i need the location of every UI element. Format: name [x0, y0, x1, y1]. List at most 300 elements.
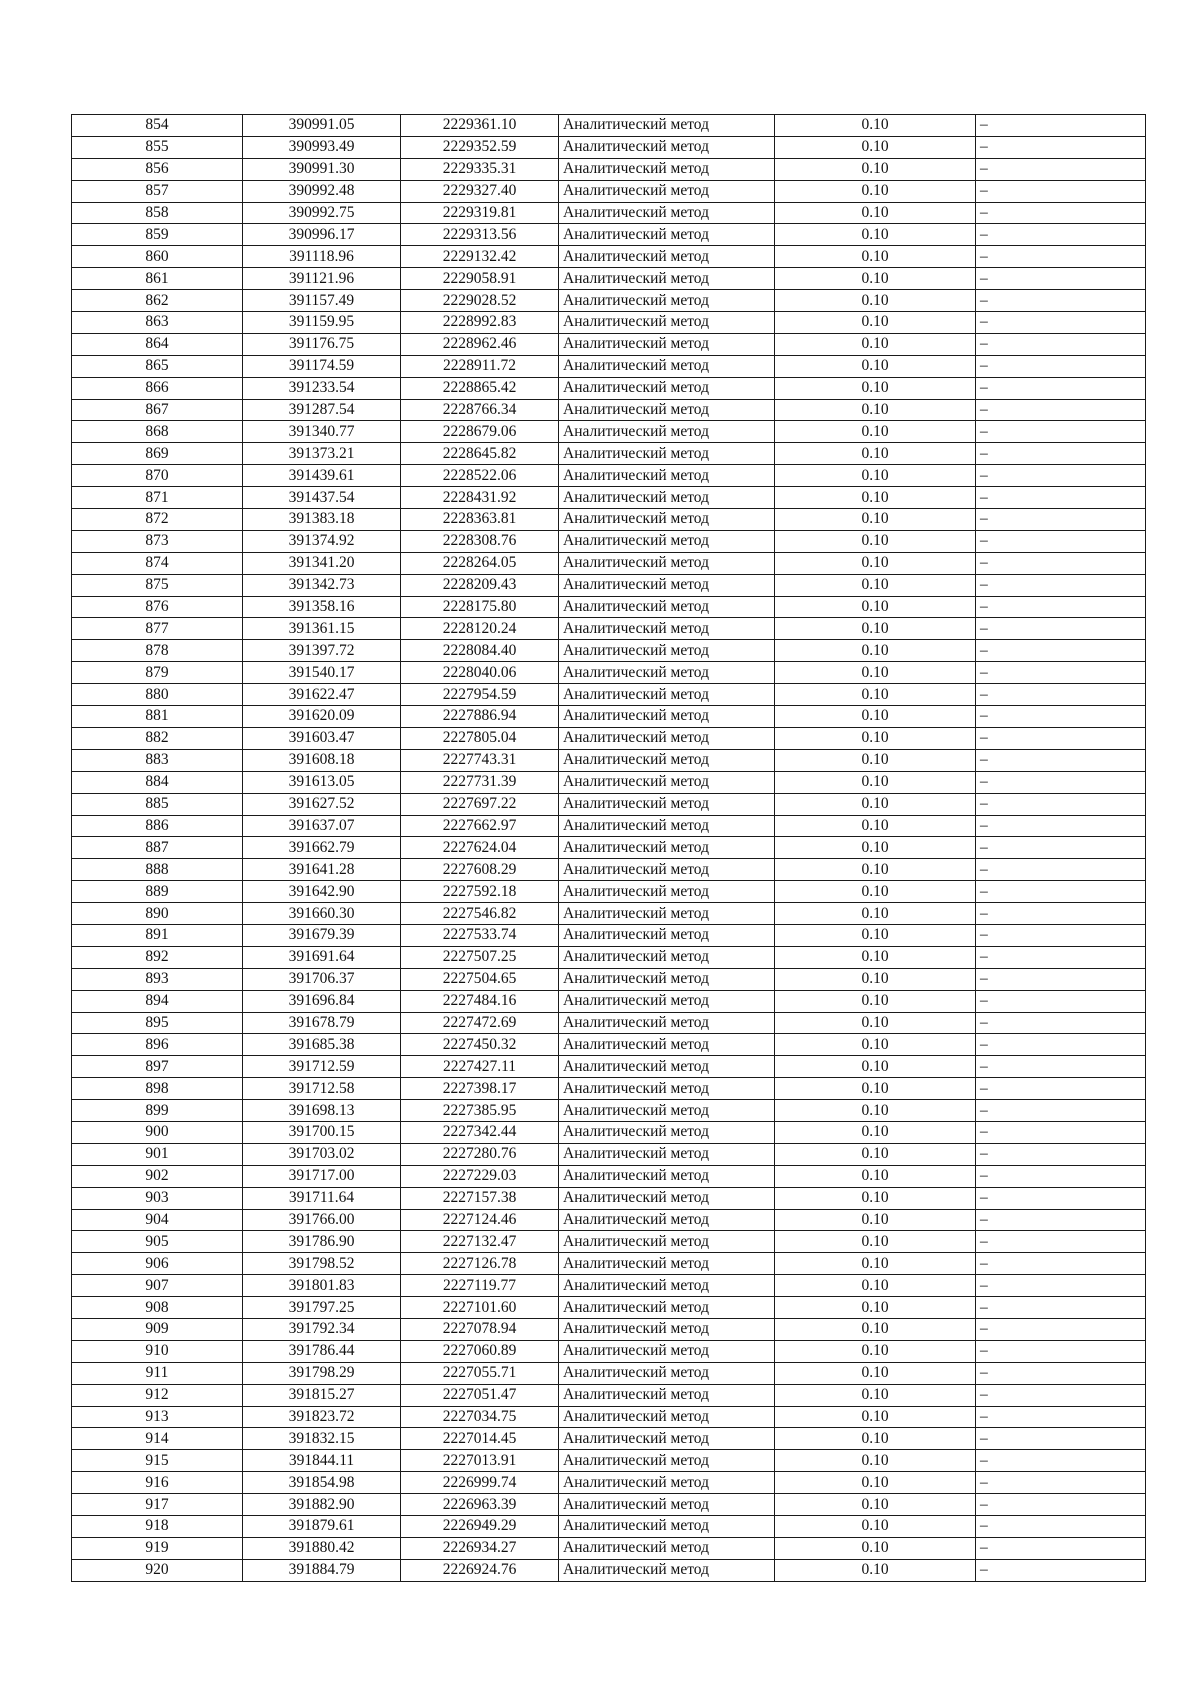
- note-cell: –: [976, 158, 1146, 180]
- x-coordinate-cell: 391608.18: [243, 749, 401, 771]
- point-number-cell: 867: [72, 399, 243, 421]
- note-cell: –: [976, 706, 1146, 728]
- y-coordinate-cell: 2229132.42: [401, 246, 559, 268]
- note-cell: –: [976, 1253, 1146, 1275]
- y-coordinate-cell: 2228992.83: [401, 312, 559, 334]
- table-row: [72, 443, 1146, 465]
- method-cell: Аналитический метод: [559, 1143, 775, 1165]
- coordinates-table: [71, 114, 1146, 1582]
- accuracy-cell: 0.10: [775, 268, 976, 290]
- note-cell: –: [976, 290, 1146, 312]
- accuracy-cell: 0.10: [775, 1056, 976, 1078]
- accuracy-cell: 0.10: [775, 771, 976, 793]
- x-coordinate-cell: 391340.77: [243, 421, 401, 443]
- x-coordinate-cell: 391627.52: [243, 793, 401, 815]
- method-cell: Аналитический метод: [559, 1121, 775, 1143]
- method-cell: Аналитический метод: [559, 1428, 775, 1450]
- table-row: [72, 487, 1146, 509]
- note-cell: –: [976, 990, 1146, 1012]
- accuracy-cell: 0.10: [775, 509, 976, 531]
- table-row: [72, 924, 1146, 946]
- y-coordinate-cell: 2227398.17: [401, 1078, 559, 1100]
- method-cell: Аналитический метод: [559, 968, 775, 990]
- method-cell: Аналитический метод: [559, 859, 775, 881]
- accuracy-cell: 0.10: [775, 1165, 976, 1187]
- x-coordinate-cell: 391397.72: [243, 640, 401, 662]
- accuracy-cell: 0.10: [775, 1187, 976, 1209]
- x-coordinate-cell: 391662.79: [243, 837, 401, 859]
- accuracy-cell: 0.10: [775, 1559, 976, 1581]
- table-row: [72, 136, 1146, 158]
- accuracy-cell: 0.10: [775, 706, 976, 728]
- table-row: [72, 1406, 1146, 1428]
- method-cell: Аналитический метод: [559, 1516, 775, 1538]
- method-cell: Аналитический метод: [559, 421, 775, 443]
- y-coordinate-cell: 2228084.40: [401, 640, 559, 662]
- x-coordinate-cell: 391798.29: [243, 1362, 401, 1384]
- x-coordinate-cell: 391797.25: [243, 1297, 401, 1319]
- table-row: [72, 1209, 1146, 1231]
- accuracy-cell: 0.10: [775, 662, 976, 684]
- note-cell: –: [976, 1034, 1146, 1056]
- table-row: [72, 312, 1146, 334]
- note-cell: –: [976, 946, 1146, 968]
- accuracy-cell: 0.10: [775, 640, 976, 662]
- point-number-cell: 903: [72, 1187, 243, 1209]
- y-coordinate-cell: 2227119.77: [401, 1275, 559, 1297]
- point-number-cell: 907: [72, 1275, 243, 1297]
- note-cell: –: [976, 180, 1146, 202]
- method-cell: Аналитический метод: [559, 618, 775, 640]
- note-cell: –: [976, 771, 1146, 793]
- x-coordinate-cell: 391174.59: [243, 355, 401, 377]
- accuracy-cell: 0.10: [775, 290, 976, 312]
- method-cell: Аналитический метод: [559, 1384, 775, 1406]
- table-row: [72, 1559, 1146, 1581]
- y-coordinate-cell: 2227533.74: [401, 924, 559, 946]
- note-cell: –: [976, 1143, 1146, 1165]
- table-row: [72, 1472, 1146, 1494]
- accuracy-cell: 0.10: [775, 1406, 976, 1428]
- point-number-cell: 862: [72, 290, 243, 312]
- accuracy-cell: 0.10: [775, 946, 976, 968]
- y-coordinate-cell: 2227805.04: [401, 727, 559, 749]
- point-number-cell: 873: [72, 530, 243, 552]
- y-coordinate-cell: 2227731.39: [401, 771, 559, 793]
- method-cell: Аналитический метод: [559, 640, 775, 662]
- method-cell: Аналитический метод: [559, 377, 775, 399]
- method-cell: Аналитический метод: [559, 1012, 775, 1034]
- point-number-cell: 885: [72, 793, 243, 815]
- y-coordinate-cell: 2229313.56: [401, 224, 559, 246]
- accuracy-cell: 0.10: [775, 1078, 976, 1100]
- point-number-cell: 875: [72, 574, 243, 596]
- y-coordinate-cell: 2228679.06: [401, 421, 559, 443]
- point-number-cell: 881: [72, 706, 243, 728]
- accuracy-cell: 0.10: [775, 1143, 976, 1165]
- method-cell: Аналитический метод: [559, 946, 775, 968]
- method-cell: Аналитический метод: [559, 1362, 775, 1384]
- method-cell: Аналитический метод: [559, 115, 775, 137]
- point-number-cell: 911: [72, 1362, 243, 1384]
- y-coordinate-cell: 2226924.76: [401, 1559, 559, 1581]
- coordinates-table-body: [72, 115, 1146, 1582]
- method-cell: Аналитический метод: [559, 662, 775, 684]
- table-row: [72, 946, 1146, 968]
- y-coordinate-cell: 2229361.10: [401, 115, 559, 137]
- y-coordinate-cell: 2229327.40: [401, 180, 559, 202]
- point-number-cell: 901: [72, 1143, 243, 1165]
- point-number-cell: 882: [72, 727, 243, 749]
- point-number-cell: 879: [72, 662, 243, 684]
- note-cell: –: [976, 377, 1146, 399]
- method-cell: Аналитический метод: [559, 1078, 775, 1100]
- x-coordinate-cell: 391832.15: [243, 1428, 401, 1450]
- point-number-cell: 919: [72, 1537, 243, 1559]
- table-row: [72, 268, 1146, 290]
- point-number-cell: 896: [72, 1034, 243, 1056]
- note-cell: –: [976, 1165, 1146, 1187]
- x-coordinate-cell: 391540.17: [243, 662, 401, 684]
- x-coordinate-cell: 391700.15: [243, 1121, 401, 1143]
- y-coordinate-cell: 2228645.82: [401, 443, 559, 465]
- y-coordinate-cell: 2227157.38: [401, 1187, 559, 1209]
- method-cell: Аналитический метод: [559, 1472, 775, 1494]
- x-coordinate-cell: 391712.58: [243, 1078, 401, 1100]
- accuracy-cell: 0.10: [775, 793, 976, 815]
- x-coordinate-cell: 391801.83: [243, 1275, 401, 1297]
- accuracy-cell: 0.10: [775, 837, 976, 859]
- note-cell: –: [976, 574, 1146, 596]
- note-cell: –: [976, 924, 1146, 946]
- note-cell: –: [976, 399, 1146, 421]
- table-row: [72, 1231, 1146, 1253]
- table-row: [72, 815, 1146, 837]
- accuracy-cell: 0.10: [775, 421, 976, 443]
- note-cell: –: [976, 1209, 1146, 1231]
- method-cell: Аналитический метод: [559, 903, 775, 925]
- note-cell: –: [976, 530, 1146, 552]
- y-coordinate-cell: 2227484.16: [401, 990, 559, 1012]
- accuracy-cell: 0.10: [775, 749, 976, 771]
- note-cell: –: [976, 859, 1146, 881]
- method-cell: Аналитический метод: [559, 1559, 775, 1581]
- point-number-cell: 886: [72, 815, 243, 837]
- point-number-cell: 893: [72, 968, 243, 990]
- accuracy-cell: 0.10: [775, 202, 976, 224]
- table-row: [72, 837, 1146, 859]
- note-cell: –: [976, 815, 1146, 837]
- accuracy-cell: 0.10: [775, 596, 976, 618]
- accuracy-cell: 0.10: [775, 1494, 976, 1516]
- y-coordinate-cell: 2226949.29: [401, 1516, 559, 1538]
- x-coordinate-cell: 391641.28: [243, 859, 401, 881]
- point-number-cell: 909: [72, 1318, 243, 1340]
- note-cell: –: [976, 552, 1146, 574]
- point-number-cell: 872: [72, 509, 243, 531]
- note-cell: –: [976, 596, 1146, 618]
- y-coordinate-cell: 2229058.91: [401, 268, 559, 290]
- x-coordinate-cell: 391844.11: [243, 1450, 401, 1472]
- y-coordinate-cell: 2227546.82: [401, 903, 559, 925]
- table-row: [72, 1428, 1146, 1450]
- point-number-cell: 870: [72, 465, 243, 487]
- y-coordinate-cell: 2227229.03: [401, 1165, 559, 1187]
- table-row: [72, 530, 1146, 552]
- note-cell: –: [976, 1100, 1146, 1122]
- table-row: [72, 684, 1146, 706]
- accuracy-cell: 0.10: [775, 136, 976, 158]
- method-cell: Аналитический метод: [559, 465, 775, 487]
- y-coordinate-cell: 2227124.46: [401, 1209, 559, 1231]
- y-coordinate-cell: 2227342.44: [401, 1121, 559, 1143]
- method-cell: Аналитический метод: [559, 793, 775, 815]
- method-cell: Аналитический метод: [559, 268, 775, 290]
- y-coordinate-cell: 2227743.31: [401, 749, 559, 771]
- table-row: [72, 1450, 1146, 1472]
- table-row: [72, 859, 1146, 881]
- accuracy-cell: 0.10: [775, 815, 976, 837]
- x-coordinate-cell: 391691.64: [243, 946, 401, 968]
- point-number-cell: 899: [72, 1100, 243, 1122]
- method-cell: Аналитический метод: [559, 881, 775, 903]
- point-number-cell: 874: [72, 552, 243, 574]
- point-number-cell: 859: [72, 224, 243, 246]
- x-coordinate-cell: 391884.79: [243, 1559, 401, 1581]
- y-coordinate-cell: 2227101.60: [401, 1297, 559, 1319]
- accuracy-cell: 0.10: [775, 180, 976, 202]
- method-cell: Аналитический метод: [559, 355, 775, 377]
- y-coordinate-cell: 2227697.22: [401, 793, 559, 815]
- y-coordinate-cell: 2229352.59: [401, 136, 559, 158]
- point-number-cell: 856: [72, 158, 243, 180]
- y-coordinate-cell: 2227954.59: [401, 684, 559, 706]
- x-coordinate-cell: 390992.75: [243, 202, 401, 224]
- note-cell: –: [976, 333, 1146, 355]
- table-row: [72, 1516, 1146, 1538]
- y-coordinate-cell: 2227886.94: [401, 706, 559, 728]
- y-coordinate-cell: 2229028.52: [401, 290, 559, 312]
- x-coordinate-cell: 391157.49: [243, 290, 401, 312]
- table-row: [72, 618, 1146, 640]
- x-coordinate-cell: 391176.75: [243, 333, 401, 355]
- note-cell: –: [976, 1056, 1146, 1078]
- method-cell: Аналитический метод: [559, 224, 775, 246]
- accuracy-cell: 0.10: [775, 859, 976, 881]
- table-row: [72, 1143, 1146, 1165]
- note-cell: –: [976, 421, 1146, 443]
- x-coordinate-cell: 391383.18: [243, 509, 401, 531]
- accuracy-cell: 0.10: [775, 224, 976, 246]
- point-number-cell: 920: [72, 1559, 243, 1581]
- note-cell: –: [976, 268, 1146, 290]
- x-coordinate-cell: 391341.20: [243, 552, 401, 574]
- note-cell: –: [976, 684, 1146, 706]
- method-cell: Аналитический метод: [559, 1187, 775, 1209]
- point-number-cell: 860: [72, 246, 243, 268]
- x-coordinate-cell: 390991.30: [243, 158, 401, 180]
- point-number-cell: 869: [72, 443, 243, 465]
- note-cell: –: [976, 509, 1146, 531]
- table-row: [72, 1318, 1146, 1340]
- accuracy-cell: 0.10: [775, 1384, 976, 1406]
- note-cell: –: [976, 1559, 1146, 1581]
- method-cell: Аналитический метод: [559, 1297, 775, 1319]
- method-cell: Аналитический метод: [559, 290, 775, 312]
- method-cell: Аналитический метод: [559, 837, 775, 859]
- accuracy-cell: 0.10: [775, 1100, 976, 1122]
- table-row: [72, 596, 1146, 618]
- y-coordinate-cell: 2227608.29: [401, 859, 559, 881]
- note-cell: –: [976, 903, 1146, 925]
- accuracy-cell: 0.10: [775, 618, 976, 640]
- y-coordinate-cell: 2228431.92: [401, 487, 559, 509]
- table-row: [72, 552, 1146, 574]
- accuracy-cell: 0.10: [775, 881, 976, 903]
- y-coordinate-cell: 2228120.24: [401, 618, 559, 640]
- table-row: [72, 1034, 1146, 1056]
- accuracy-cell: 0.10: [775, 1362, 976, 1384]
- table-row: [72, 1494, 1146, 1516]
- accuracy-cell: 0.10: [775, 158, 976, 180]
- table-row: [72, 662, 1146, 684]
- x-coordinate-cell: 391233.54: [243, 377, 401, 399]
- point-number-cell: 864: [72, 333, 243, 355]
- note-cell: –: [976, 487, 1146, 509]
- method-cell: Аналитический метод: [559, 180, 775, 202]
- table-row: [72, 1165, 1146, 1187]
- x-coordinate-cell: 391622.47: [243, 684, 401, 706]
- y-coordinate-cell: 2228911.72: [401, 355, 559, 377]
- x-coordinate-cell: 391786.44: [243, 1340, 401, 1362]
- y-coordinate-cell: 2227504.65: [401, 968, 559, 990]
- accuracy-cell: 0.10: [775, 355, 976, 377]
- x-coordinate-cell: 391685.38: [243, 1034, 401, 1056]
- accuracy-cell: 0.10: [775, 1428, 976, 1450]
- x-coordinate-cell: 391703.02: [243, 1143, 401, 1165]
- y-coordinate-cell: 2226934.27: [401, 1537, 559, 1559]
- note-cell: –: [976, 1078, 1146, 1100]
- method-cell: Аналитический метод: [559, 1340, 775, 1362]
- method-cell: Аналитический метод: [559, 596, 775, 618]
- x-coordinate-cell: 391118.96: [243, 246, 401, 268]
- y-coordinate-cell: 2227060.89: [401, 1340, 559, 1362]
- accuracy-cell: 0.10: [775, 1275, 976, 1297]
- table-row: [72, 355, 1146, 377]
- method-cell: Аналитический метод: [559, 990, 775, 1012]
- table-row: [72, 706, 1146, 728]
- note-cell: –: [976, 1384, 1146, 1406]
- accuracy-cell: 0.10: [775, 1340, 976, 1362]
- table-row: [72, 793, 1146, 815]
- accuracy-cell: 0.10: [775, 1537, 976, 1559]
- note-cell: –: [976, 1231, 1146, 1253]
- table-row: [72, 903, 1146, 925]
- x-coordinate-cell: 391374.92: [243, 530, 401, 552]
- y-coordinate-cell: 2227013.91: [401, 1450, 559, 1472]
- table-row: [72, 640, 1146, 662]
- note-cell: –: [976, 968, 1146, 990]
- point-number-cell: 892: [72, 946, 243, 968]
- y-coordinate-cell: 2228040.06: [401, 662, 559, 684]
- note-cell: –: [976, 640, 1146, 662]
- method-cell: Аналитический метод: [559, 1100, 775, 1122]
- table-row: [72, 1362, 1146, 1384]
- point-number-cell: 904: [72, 1209, 243, 1231]
- accuracy-cell: 0.10: [775, 312, 976, 334]
- method-cell: Аналитический метод: [559, 399, 775, 421]
- point-number-cell: 905: [72, 1231, 243, 1253]
- x-coordinate-cell: 391815.27: [243, 1384, 401, 1406]
- note-cell: –: [976, 1187, 1146, 1209]
- table-row: [72, 202, 1146, 224]
- note-cell: –: [976, 1340, 1146, 1362]
- x-coordinate-cell: 391439.61: [243, 465, 401, 487]
- point-number-cell: 912: [72, 1384, 243, 1406]
- y-coordinate-cell: 2227078.94: [401, 1318, 559, 1340]
- accuracy-cell: 0.10: [775, 574, 976, 596]
- point-number-cell: 866: [72, 377, 243, 399]
- point-number-cell: 884: [72, 771, 243, 793]
- method-cell: Аналитический метод: [559, 1056, 775, 1078]
- x-coordinate-cell: 391620.09: [243, 706, 401, 728]
- x-coordinate-cell: 390992.48: [243, 180, 401, 202]
- x-coordinate-cell: 391882.90: [243, 1494, 401, 1516]
- method-cell: Аналитический метод: [559, 443, 775, 465]
- method-cell: Аналитический метод: [559, 1494, 775, 1516]
- point-number-cell: 868: [72, 421, 243, 443]
- method-cell: Аналитический метод: [559, 1165, 775, 1187]
- x-coordinate-cell: 391642.90: [243, 881, 401, 903]
- x-coordinate-cell: 390996.17: [243, 224, 401, 246]
- method-cell: Аналитический метод: [559, 1231, 775, 1253]
- table-row: [72, 1100, 1146, 1122]
- table-row: [72, 1078, 1146, 1100]
- table-row: [72, 290, 1146, 312]
- point-number-cell: 910: [72, 1340, 243, 1362]
- y-coordinate-cell: 2228363.81: [401, 509, 559, 531]
- method-cell: Аналитический метод: [559, 509, 775, 531]
- note-cell: –: [976, 202, 1146, 224]
- method-cell: Аналитический метод: [559, 246, 775, 268]
- note-cell: –: [976, 443, 1146, 465]
- note-cell: –: [976, 837, 1146, 859]
- x-coordinate-cell: 391792.34: [243, 1318, 401, 1340]
- method-cell: Аналитический метод: [559, 815, 775, 837]
- accuracy-cell: 0.10: [775, 333, 976, 355]
- note-cell: –: [976, 618, 1146, 640]
- x-coordinate-cell: 391766.00: [243, 1209, 401, 1231]
- note-cell: –: [976, 1406, 1146, 1428]
- method-cell: Аналитический метод: [559, 924, 775, 946]
- accuracy-cell: 0.10: [775, 1516, 976, 1538]
- x-coordinate-cell: 391373.21: [243, 443, 401, 465]
- accuracy-cell: 0.10: [775, 246, 976, 268]
- accuracy-cell: 0.10: [775, 1121, 976, 1143]
- y-coordinate-cell: 2228175.80: [401, 596, 559, 618]
- x-coordinate-cell: 391660.30: [243, 903, 401, 925]
- point-number-cell: 917: [72, 1494, 243, 1516]
- note-cell: –: [976, 1472, 1146, 1494]
- table-row: [72, 246, 1146, 268]
- table-row: [72, 1012, 1146, 1034]
- y-coordinate-cell: 2228308.76: [401, 530, 559, 552]
- note-cell: –: [976, 1428, 1146, 1450]
- method-cell: Аналитический метод: [559, 136, 775, 158]
- method-cell: Аналитический метод: [559, 1209, 775, 1231]
- table-row: [72, 1384, 1146, 1406]
- point-number-cell: 914: [72, 1428, 243, 1450]
